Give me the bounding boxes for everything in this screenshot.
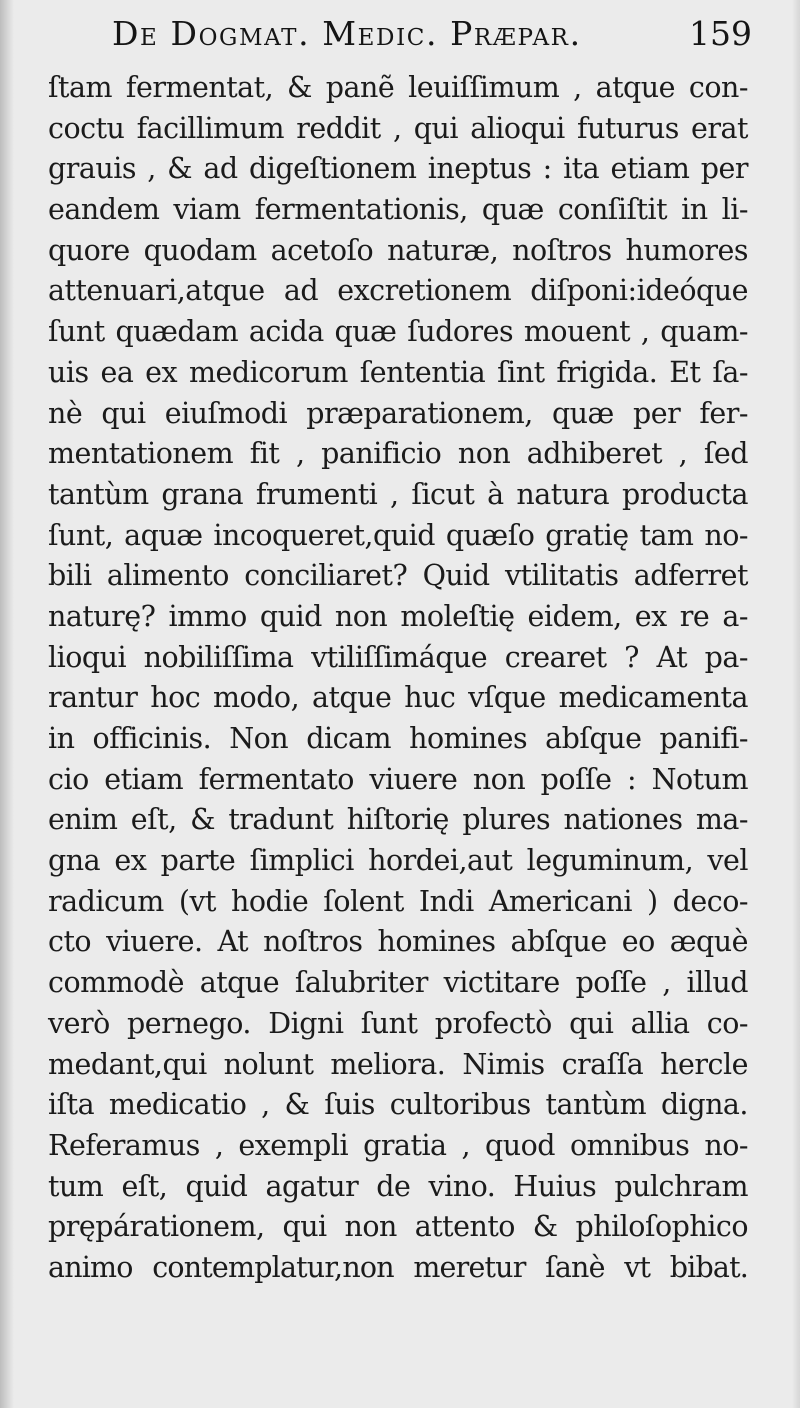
- text-line-8: uis ea ex medicorum ſententia ſint frigida. Et ſa-: [48, 355, 748, 389]
- text-line-12: ſunt, aquæ incoqueret,quid quæſo gratię tam no-: [48, 518, 748, 552]
- text-line-28: tum eſt, quid agatur de vino. Huius pulchram: [48, 1169, 748, 1203]
- text-line-26: iſta medicatio , & ſuis cultoribus tantùm digna.: [48, 1088, 748, 1122]
- text-line-19: enim eſt, & tradunt hiſtorię plures nationes ma-: [48, 803, 748, 837]
- text-line-29: prępárationem, qui non attento & philoſophico: [48, 1210, 748, 1244]
- text-line-22: cto viuere. At noſtros homines abſque eo æquè: [48, 925, 748, 959]
- text-line-5: quore quodam acetoſo naturæ, noſtros humores: [48, 233, 748, 267]
- text-line-2: coctu facillimum reddit , qui alioqui futurus erat: [48, 111, 748, 145]
- text-line-1: ſtam fermentat, & panẽ leuiſſimum , atque con-: [48, 71, 748, 104]
- running-head: [112, 14, 752, 58]
- text-line-13: bili alimento conciliaret? Quid vtilitatis adferret: [48, 559, 748, 593]
- text-line-15: lioqui nobiliſſima vtiliſſimáque crearet ? At pa-: [48, 640, 748, 674]
- text-line-17: in officinis. Non dicam homines abſque panifi-: [48, 722, 748, 755]
- text-line-25: medant,qui nolunt meliora. Nimis craſſa hercle: [48, 1047, 748, 1081]
- body-text: [48, 68, 748, 1289]
- text-line-4: eandem viam fermentationis, quæ conſiſtit in li-: [48, 193, 748, 227]
- text-line-16: rantur hoc modo, atque huc vſque medicamenta: [48, 681, 748, 715]
- text-line-11: tantùm grana frumenti , ſicut à natura producta: [48, 477, 748, 511]
- page-number: 159: [689, 14, 752, 53]
- text-line-9: nè qui eiuſmodi præparationem, quæ per fer-: [48, 396, 748, 430]
- text-line-18: cio etiam fermentato viuere non poſſe : Notum: [48, 762, 748, 796]
- text-line-30: animo contemplatur,non meretur ſanè vt bibat.: [48, 1250, 748, 1284]
- text-line-3: grauis , & ad digeſtionem ineptus : ita etiam per: [48, 152, 748, 186]
- running-title: De Dogmat. Medic. Præpar.: [112, 14, 582, 53]
- text-line-27: Referamus , exempli gratia , quod omnibus no-: [48, 1128, 748, 1162]
- text-line-24: verò pernego. Digni ſunt profectò qui allia co-: [48, 1006, 748, 1040]
- text-line-10: mentationem fit , panificio non adhiberet , ſed: [48, 437, 748, 471]
- text-line-7: ſunt quædam acida quæ ſudores mouent , quam-: [48, 315, 748, 349]
- text-line-23: commodè atque ſalubriter victitare poſſe , illud: [48, 966, 748, 1000]
- text-line-6: attenuari,atque ad excretionem diſponi:ideóque: [48, 274, 748, 308]
- text-line-14: naturę? immo quid non moleſtię eidem, ex re a-: [48, 599, 748, 633]
- text-line-20: gna ex parte ſimplici hordei,aut leguminum, vel: [48, 844, 748, 878]
- text-line-21: radicum (vt hodie ſolent Indi Americani ) deco-: [48, 884, 748, 918]
